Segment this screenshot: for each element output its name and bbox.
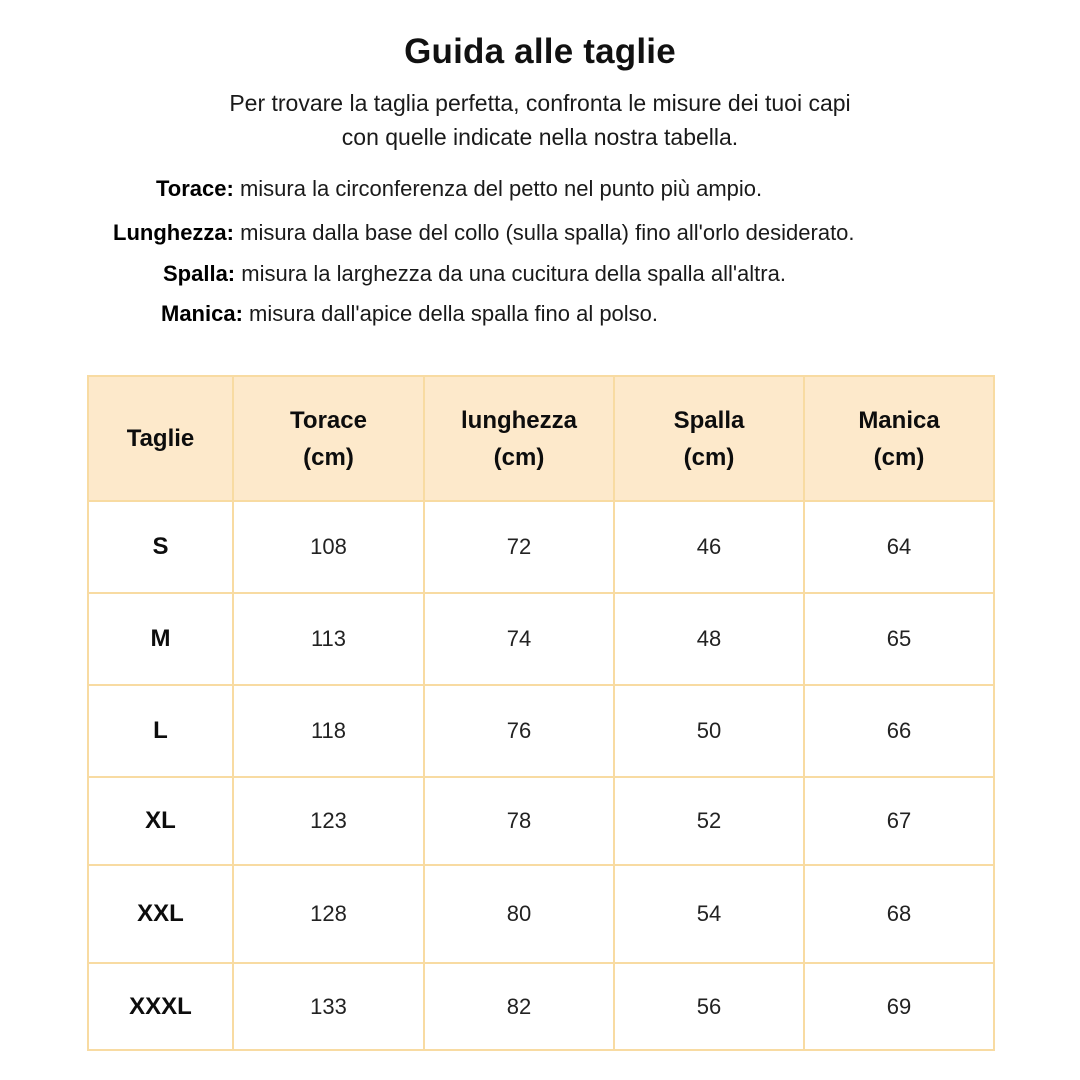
- size-label: S: [88, 501, 233, 593]
- lunghezza-value: 72: [424, 501, 614, 593]
- intro-line-1: Per trovare la taglia perfetta, confronta le misure dei tuoi capi: [229, 90, 851, 116]
- torace-value: 118: [233, 685, 424, 777]
- header-manica: Manica (cm): [804, 376, 994, 501]
- spalla-value: 52: [614, 777, 804, 865]
- definition-term: Spalla:: [163, 261, 236, 286]
- size-label: M: [88, 593, 233, 685]
- intro-line-2: con quelle indicate nella nostra tabella.: [341, 124, 739, 150]
- definition-term: Lunghezza:: [113, 220, 234, 245]
- definition-term: Torace:: [156, 176, 234, 201]
- size-chart-table: [87, 375, 995, 1051]
- definition-lunghezza: [0, 218, 1080, 248]
- header-spalla: Spalla (cm): [614, 376, 804, 501]
- lunghezza-value: 78: [424, 777, 614, 865]
- table-header-row: [88, 376, 994, 501]
- size-label: XL: [88, 777, 233, 865]
- definition-manica: [0, 299, 1080, 329]
- spalla-value: 46: [614, 501, 804, 593]
- manica-value: 68: [804, 865, 994, 963]
- header-taglie: Taglie: [88, 376, 233, 501]
- spalla-value: 56: [614, 963, 804, 1050]
- manica-value: 64: [804, 501, 994, 593]
- torace-value: 123: [233, 777, 424, 865]
- manica-value: 67: [804, 777, 994, 865]
- spalla-value: 50: [614, 685, 804, 777]
- header-lunghezza: lunghezza (cm): [424, 376, 614, 501]
- table-row: [88, 777, 994, 865]
- definition-term: Manica:: [161, 301, 243, 326]
- torace-value: 108: [233, 501, 424, 593]
- size-label: XXXL: [88, 963, 233, 1050]
- definition-text: misura la larghezza da una cucitura della spalla all'altra.: [235, 261, 786, 286]
- table-row: [88, 501, 994, 593]
- lunghezza-value: 82: [424, 963, 614, 1050]
- torace-value: 113: [233, 593, 424, 685]
- spalla-value: 48: [614, 593, 804, 685]
- table-row: [88, 685, 994, 777]
- definition-spalla: [0, 259, 1080, 289]
- definition-text: misura dalla base del collo (sulla spalla) fino all'orlo desiderato.: [234, 220, 855, 245]
- spalla-value: 54: [614, 865, 804, 963]
- size-label: XXL: [88, 865, 233, 963]
- intro-text: [0, 86, 1080, 154]
- manica-value: 66: [804, 685, 994, 777]
- table-row: [88, 865, 994, 963]
- table-row: [88, 963, 994, 1050]
- definition-text: misura la circonferenza del petto nel punto più ampio.: [233, 176, 763, 201]
- manica-value: 69: [804, 963, 994, 1050]
- manica-value: 65: [804, 593, 994, 685]
- definition-torace: [0, 174, 1080, 204]
- header-torace: Torace (cm): [233, 376, 424, 501]
- size-label: L: [88, 685, 233, 777]
- lunghezza-value: 76: [424, 685, 614, 777]
- definition-text: misura dall'apice della spalla fino al polso.: [242, 301, 659, 326]
- torace-value: 133: [233, 963, 424, 1050]
- torace-value: 128: [233, 865, 424, 963]
- page-title: Guida alle taglie: [404, 32, 676, 71]
- lunghezza-value: 80: [424, 865, 614, 963]
- table-row: [88, 593, 994, 685]
- lunghezza-value: 74: [424, 593, 614, 685]
